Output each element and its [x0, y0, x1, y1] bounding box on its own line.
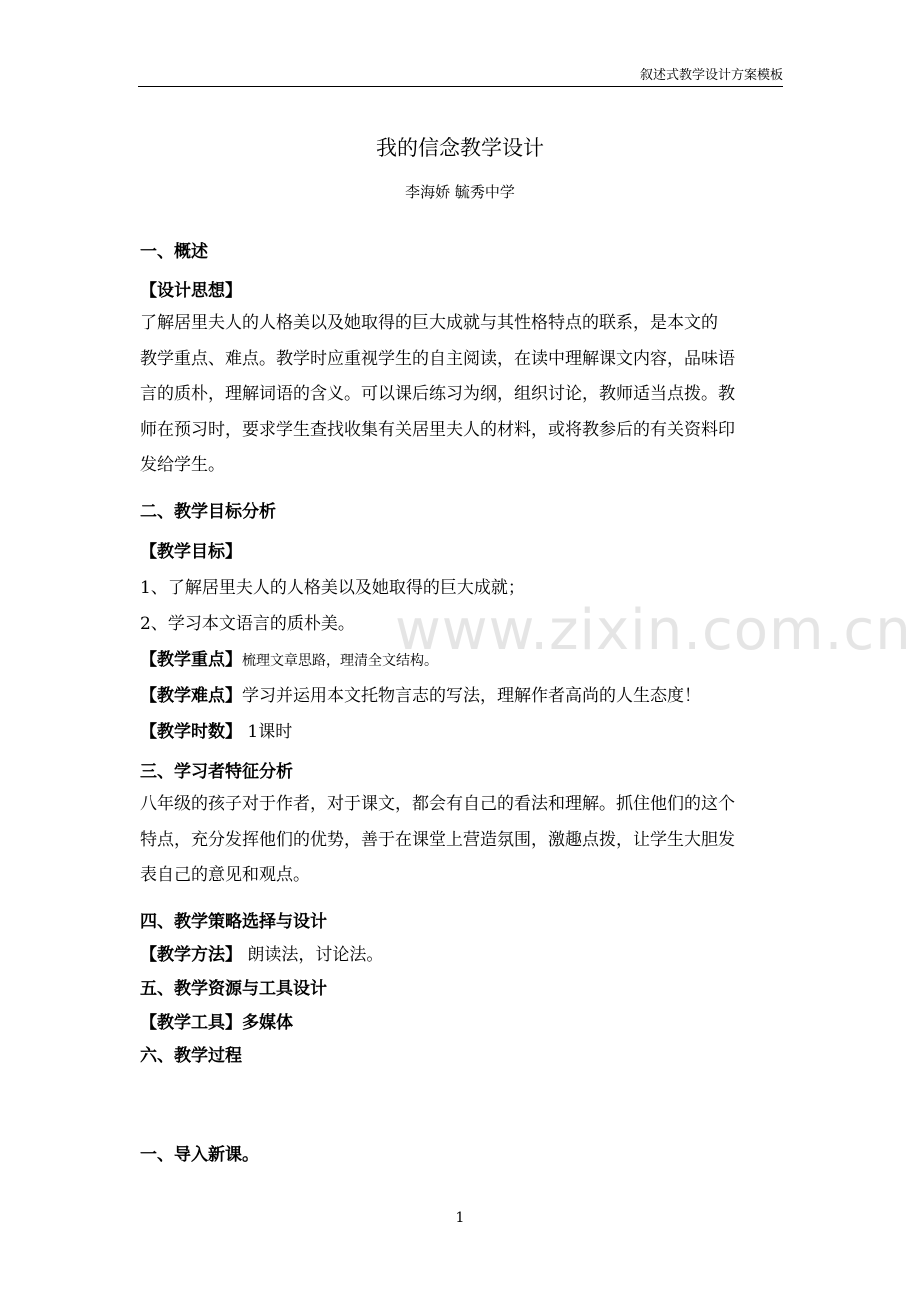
hours-label: 【教学时数】: [140, 722, 242, 742]
document-title: 我的信念教学设计: [376, 136, 544, 160]
goal-item-2: 2、学习本文语言的质朴美。: [140, 614, 355, 634]
section-heading-goals: 二、教学目标分析: [140, 502, 276, 522]
key-point-line: [140, 645, 438, 670]
section-heading-overview: 一、概述: [140, 242, 208, 262]
paragraph-line: 发给学生。: [140, 455, 225, 475]
difficulty-label: 【教学难点】: [140, 686, 242, 706]
difficulty-line: [140, 681, 701, 706]
tools-line: 【教学工具】多媒体: [140, 1013, 293, 1033]
hours-text: 1课时: [242, 722, 293, 742]
paragraph-line: 了解居里夫人的人格美以及她取得的巨大成就与其性格特点的联系，是本文的: [140, 313, 718, 333]
section-heading-process: 六、教学过程: [140, 1046, 242, 1066]
method-label: 【教学方法】: [140, 945, 242, 965]
design-idea-paragraph: [140, 306, 782, 484]
section-heading-learners: 三、学习者特征分析: [140, 762, 293, 782]
difficulty-text: 学习并运用本文托物言志的写法，理解作者高尚的人生态度！: [242, 686, 701, 706]
paragraph-line: 言的质朴，理解词语的含义。可以课后练习为纲，组织讨论，教师适当点拨。教: [140, 384, 735, 404]
paragraph-line: 八年级的孩子对于作者，对于课文，都会有自己的看法和理解。抓住他们的这个: [140, 794, 735, 814]
section-heading-strategy: 四、教学策略选择与设计: [140, 912, 327, 932]
subheading-teaching-goals: 【教学目标】: [140, 542, 242, 562]
paragraph-line: 特点，充分发挥他们的优势，善于在课堂上营造氛围，激趣点拨，让学生大胆发: [140, 829, 735, 850]
method-line: [140, 940, 383, 965]
goal-item-1: 1、了解居里夫人的人格美以及她取得的巨大成就；: [140, 578, 525, 598]
paragraph-line: 表自己的意见和观点。: [140, 865, 310, 885]
key-point-label: 【教学重点】: [140, 650, 242, 670]
author-line: 李海娇 毓秀中学: [405, 183, 515, 201]
paragraph-line: 教学重点、难点。教学时应重视学生的自主阅读，在读中理解课文内容，品味语: [140, 348, 735, 369]
paragraph-line: 师在预习时，要求学生查找收集有关居里夫人的材料，或将教参后的有关资料印: [140, 419, 735, 440]
subheading-design-idea: 【设计思想】: [140, 281, 242, 301]
watermark: www.zixin.com.cn: [395, 598, 912, 663]
page-number: 1: [455, 1210, 465, 1226]
step-heading-intro: 一、导入新课。: [140, 1145, 259, 1165]
header-rule: [138, 86, 783, 87]
section-heading-resources: 五、教学资源与工具设计: [140, 979, 327, 999]
header-text: 叙述式教学设计方案模板: [639, 68, 783, 83]
method-text: 朗读法，讨论法。: [242, 945, 384, 965]
key-point-text: 梳理文章思路，理清全文结构。: [242, 653, 438, 669]
learners-paragraph: [140, 787, 782, 894]
hours-line: [140, 717, 292, 742]
